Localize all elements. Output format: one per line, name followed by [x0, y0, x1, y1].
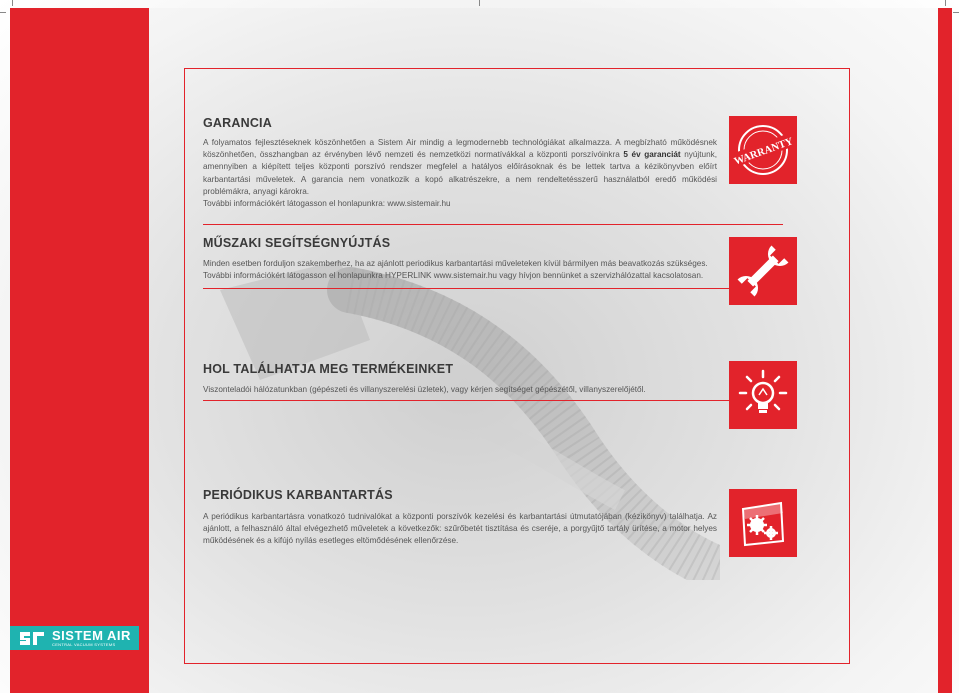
- section-muszaki-segitsegnyujtas: [203, 236, 717, 282]
- crop-mark: [953, 12, 959, 13]
- guarantee-emphasis: 5 év garanciát: [623, 150, 681, 160]
- sistemair-logo: [10, 626, 139, 650]
- light-bulb-icon: [729, 361, 797, 429]
- logo-name: SISTEM AIR: [52, 628, 131, 643]
- section-title: PERIÓDIKUS KARBANTARTÁS: [203, 488, 393, 502]
- logo-tagline: CENTRAL VACUUM SYSTEMS: [52, 642, 116, 647]
- section-divider: [203, 288, 783, 289]
- section-periodikus-karbantartas: [203, 488, 717, 548]
- right-red-band: [938, 8, 952, 693]
- section-hol-talalhatja: [203, 362, 717, 396]
- warranty-stamp-text: WARRANTY: [732, 136, 795, 168]
- section-paragraph: Viszonteladói hálózatunkban (gépészeti és villanyszerelési üzletek), vagy kérjen segítséget gépészétől, villanyszerelőjétől.: [203, 385, 646, 394]
- warranty-stamp-icon: [729, 116, 797, 184]
- gears-unit-icon: [729, 489, 797, 557]
- section-paragraph: A folyamatos fejlesztéseknek köszönhetően a Sistem Air mindig a legmodernebb technológiákat alkalmazza. A megbízható működésnek köszönhetően, összhangban az érvényben lévő nemzeti és nemzetközi normatívákkal a központi porszívóinkra 5 év garanciát nyújtunk, amennyiben a kiépített teljes központi porszívó rendszer megfelel a hatályos előírásoknak és be lettek tartva a kézikönyvben előírt karbantartási műveletek. A garancia nem vonatkozik a kopó alkatrészekre, a nem rendeltetésszerű használatból eredő működési problémákra, anyagi károkra.: [203, 138, 718, 196]
- section-paragraph: További információkért látogasson el honlapunkra HYPERLINK www.sistemair.hu vagy hívjon bennünket a szervizhálózattal kacsolatosan.: [203, 271, 704, 281]
- section-divider: [203, 400, 783, 401]
- section-paragraph: További információkért látogasson el honlapunkra: www.sistemair.hu: [203, 199, 451, 209]
- wrench-icon: [729, 237, 797, 305]
- section-title: MŰSZAKI SEGÍTSÉGNYÚJTÁS: [203, 236, 391, 250]
- section-paragraph: Minden esetben forduljon szakemberhez, ha az ajánlott periodikus karbantartási műveleteken kívül bármilyen más beavatkozás szükséges.: [203, 259, 708, 268]
- crop-mark: [12, 0, 13, 6]
- crop-mark: [479, 0, 480, 6]
- section-garancia: [203, 116, 717, 210]
- section-title: GARANCIA: [203, 116, 272, 130]
- section-title: HOL TALÁLHATJA MEG TERMÉKEINKET: [203, 362, 454, 376]
- crop-mark: [0, 12, 6, 13]
- left-red-band: [10, 8, 149, 693]
- section-divider: [203, 224, 783, 225]
- section-paragraph: A periódikus karbantartásra vonatkozó tudnivalókat a központi porszívók kezelési és karbantartási útmutatójában (kézikönyv) találhatja. Az ajánlott, a felhasználó által elvégezhető műveletek a következők: szűrőbetét tisztítása és cseréje, a porgyűjtő tartály ürítése, a motor helyes működésének és a kifújó nyílás esetleges eltömődésének ellenőrzése.: [203, 512, 717, 546]
- sistemair-logo-mark: [18, 628, 48, 648]
- crop-mark: [945, 0, 946, 6]
